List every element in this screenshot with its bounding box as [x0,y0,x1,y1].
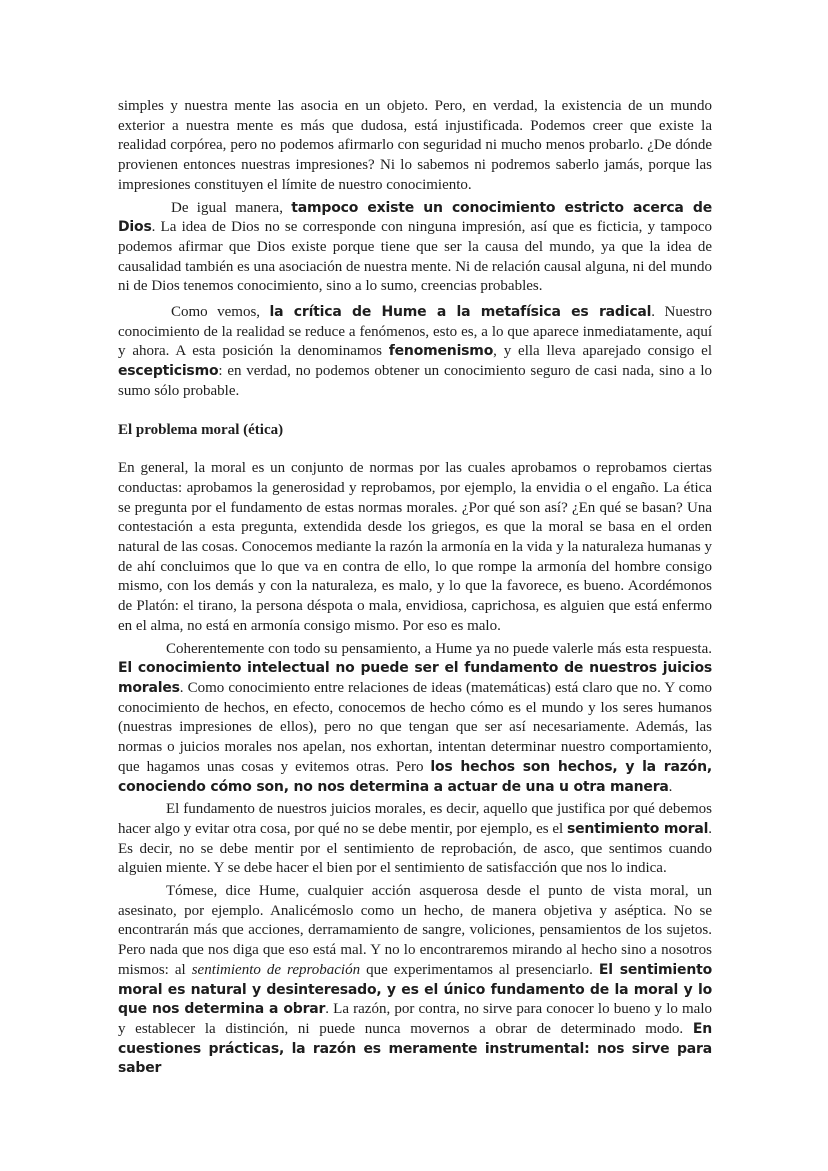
text-run: Tómese, dice Hume, cualquier acción asquerosa desde el punto de vista moral, un asesinato, por ejemplo. Analicémoslo como un hecho, de manera objetiva y aséptica. No se encontrarán más que acciones, derramamiento de sangre, voliciones, pensamientos de los sujetos. Pero nada que nos diga que eso está mal. Y no lo encontraremos mirando al hecho sino a nosotros mismos: al [118,883,712,978]
text-run: : en verdad, no podemos obtener un conocimiento seguro de casi nada, sino a lo sumo sólo probable. [118,363,712,399]
paragraph-moral-general: En general, la moral es un conjunto de normas por las cuales aprobamos o reprobamos ciertas conductas: aprobamos la generosidad y reprobamos, por ejemplo, la envidia o el engaño. La ética se pregunta por el fundamento de estas normas morales. ¿Por qué son así? ¿En qué se basan? Una contestación a esta pregunta, extendida desde los griegos, es que la moral se basa en el orden natural de las cosas. Conocemos mediante la razón la armonía en la vida y la naturaleza humanas y de ahí concluimos que lo que va en contra de ello, lo que rompe la armonía del hombre consigo mismo, con los demás y con la naturaleza, es malo, y lo que la favorece, es bueno. Acordémonos de Platón: el tirano, la persona déspota o mala, envidiosa, caprichosa, es alguien que está enfermo en el alma, no está en armonía consigo mismo. Por eso es malo. [118,460,712,634]
paragraph-metaphysics [118,303,712,402]
text-run: Coherentemente con todo su pensamiento, a Hume ya no puede valerle más esta respuesta. [166,640,712,657]
text-run: . Nuestro conocimiento de la realidad se reduce a fenómenos, esto es, a lo que aparece inmediatamente, aquí y ahora. A esta posición la denominamos [118,304,712,360]
bold-term-sentimiento-moral: sentimiento moral [566,820,709,837]
text-run: . [668,778,673,795]
bold-term-escepticismo: escepticismo [118,363,219,380]
bold-phrase: El sentimiento moral es natural y desinteresado, y es el único fundamento de la moral y lo que nos determina a obrar [118,961,712,1018]
bold-phrase: El conocimiento intelectual no puede ser el fundamento de nuestros juicios morales [118,660,712,696]
text-run: , y ella lleva aparejado consigo el [493,343,712,360]
document-page [118,97,712,1079]
bold-phrase: la crítica de Hume a la metafísica es radical [269,304,652,321]
paragraph-hume-reply [118,640,712,798]
text-run: De igual manera, [171,199,292,216]
paragraph-moral-sentiment [118,800,712,879]
text-run: . Como conocimiento entre relaciones de ideas (matemáticas) está claro que no. Y como conocimiento de hechos, en efecto, conocemos de hecho cómo es el mundo y los seres humanos (nuestras impresiones de ellos), pero no que tengan que ser así necesariamente. Además, las normas o juicios morales nos apelan, nos exhortan, intentan determinar nuestro comportamiento, que hagamos unas cosas y evitemos otras. Pero [118,679,712,775]
bold-phrase: tampoco existe un conocimiento estricto acerca de Dios [118,199,712,236]
bold-phrase: los hechos son hechos, y la razón, conociendo cómo son, no nos determina a actuar de una u otra manera [118,758,712,795]
text-run: . Es decir, no se debe mentir por el sentimiento de reprobación, de asco, que sentimos cuando alguien miente. Y se debe hacer el bien por el sentimiento de satisfacción que nos lo indica. [118,820,712,877]
paragraph-god [118,199,712,298]
text-run: . La idea de Dios no se corresponde con ninguna impresión, así que es ficticia, y tampoco podemos afirmar que Dios existe porque tiene que ser la causa del mundo, ya que la idea de causalidad también es una asociación de nuestra mente. Ni de relación causal alguna, ni del mundo ni de Dios tenemos conocimiento, sino a lo sumo, creencias probables. [118,219,712,295]
text-run: Como vemos, [171,304,270,321]
text-run: que experimentamos al presenciarlo. [360,961,599,978]
italic-phrase: sentimiento de reprobación [191,961,361,978]
paragraph-impressions: simples y nuestra mente las asocia en un objeto. Pero, en verdad, la existencia de un mundo exterior a nuestra mente es más que dudosa, está injustificada. Podemos creer que existe la realidad corpórea, pero no podemos afirmarlo con seguridad ni mucho menos probarlo. ¿De dónde provienen entonces nuestras impresiones? Ni lo sabemos ni podremos saberlo jamás, porque las impresiones constituyen el límite de nuestro conocimiento. [118,98,712,193]
section-heading: El problema moral (ética) [118,421,284,438]
paragraph-murder-example [118,882,712,1079]
bold-phrase: En cuestiones prácticas, la razón es meramente instrumental: nos sirve para saber [118,1020,712,1077]
text-run: . La razón, por contra, no sirve para conocer lo bueno y lo malo y establecer la distinción, ni puede nunca movernos a obrar de determinado modo. [118,1001,713,1037]
bold-term-fenomenismo: fenomenismo [388,343,494,360]
text-run: El fundamento de nuestros juicios morales, es decir, aquello que justifica por qué debemos hacer algo y evitar otra cosa, por qué no se debe mentir, por ejemplo, es el [118,801,712,837]
